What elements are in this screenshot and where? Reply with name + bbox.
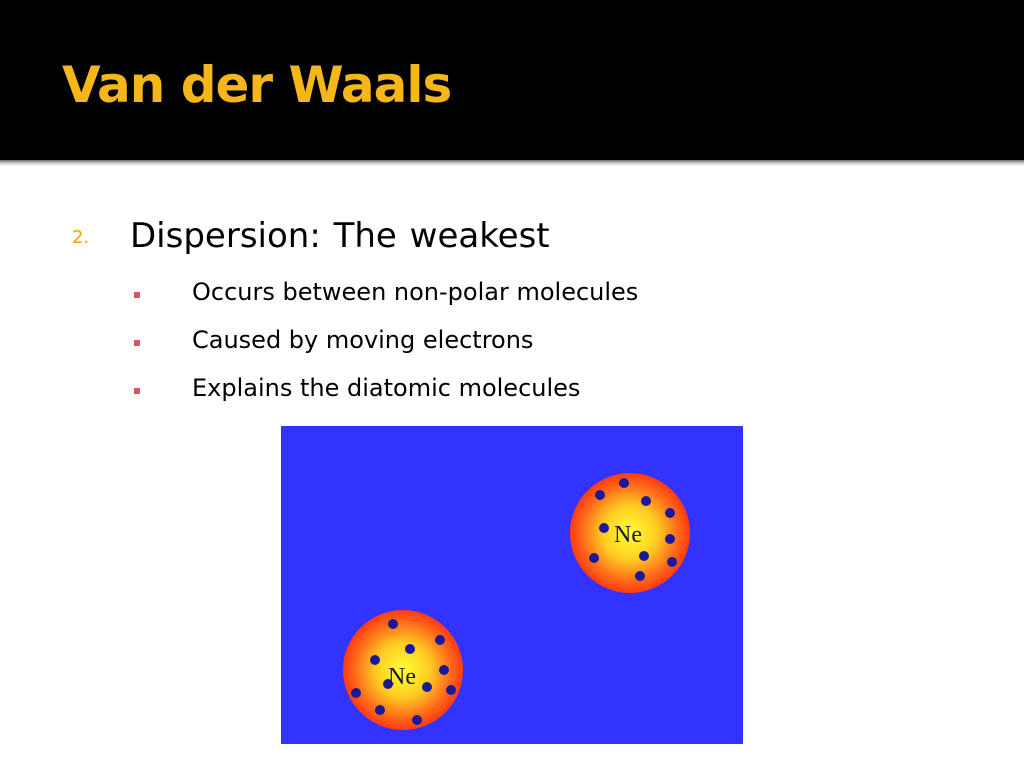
list-item-number: 2.: [72, 227, 90, 248]
square-bullet-icon: [134, 292, 140, 298]
sub-list-item-text: Caused by moving electrons: [192, 326, 534, 354]
square-bullet-icon: [134, 388, 140, 394]
sub-list-item: [0, 278, 900, 314]
atom-label: Ne: [388, 664, 416, 690]
square-bullet-icon: [134, 340, 140, 346]
neon-atom: [340, 607, 466, 733]
dispersion-figure: [281, 426, 743, 744]
title-bar: [0, 0, 1024, 160]
atom-label: Ne: [614, 522, 642, 548]
sub-list-item: [0, 374, 900, 410]
sub-list-item-text: Occurs between non-polar molecules: [192, 278, 639, 306]
neon-atom: [567, 470, 693, 596]
sub-list-item-text: Explains the diatomic molecules: [192, 374, 581, 402]
slide-title: Van der Waals: [62, 56, 452, 114]
slide-content: [0, 166, 1024, 768]
list-item-text: Dispersion: The weakest: [130, 216, 550, 256]
sub-list-item: [0, 326, 900, 362]
